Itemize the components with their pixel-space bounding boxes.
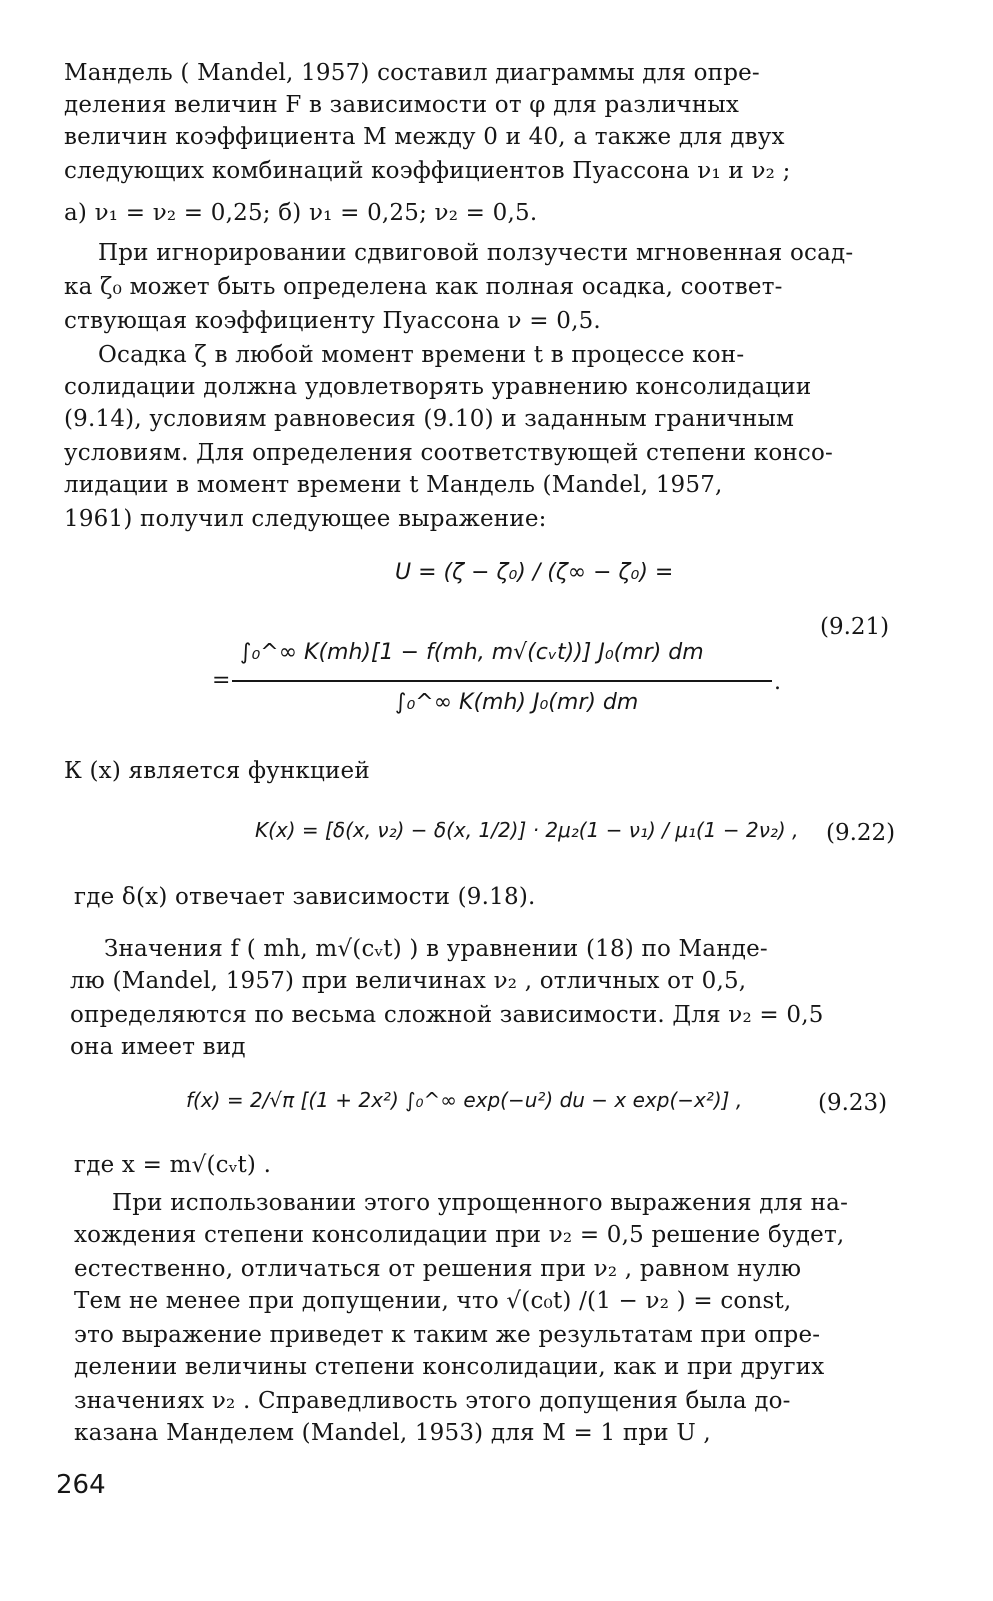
text-line: Значения f ( mh, m√(cᵥt) ) в уравнении (18) по Манде- [104, 936, 768, 962]
equation-number: (9.23) [818, 1090, 888, 1116]
text-line: где x = m√(cᵥt) . [74, 1152, 272, 1178]
text-line: Осадка ζ в любой момент времени t в процессе кон- [98, 342, 745, 368]
text-line: При использовании этого упрощенного выражения для на- [112, 1190, 849, 1216]
equation-9-23: f(x) = 2/√π [(1 + 2x²) ∫₀^∞ exp(−u²) du − x exp(−x²)] , [186, 1088, 743, 1112]
text-line: казана Манделем (Mandel, 1953) для M = 1 при U , [74, 1420, 711, 1446]
text-line: делении величины степени консолидации, как и при других [74, 1354, 825, 1380]
text-line: условиям. Для определения соответствующей степени консо- [64, 440, 833, 466]
text-line: хождения степени консолидации при ν₂ = 0,5 решение будет, [74, 1222, 845, 1248]
text-line: это выражение приведет к таким же результатам при опре- [74, 1322, 821, 1348]
text-line: лидации в момент времени t Мандель (Mandel, 1957, [64, 472, 723, 498]
equation-number: (9.21) [820, 614, 890, 640]
equation-9-21-numerator: ∫₀^∞ K(mh)[1 − f(mh, m√(cᵥt))] J₀(mr) dm [240, 640, 704, 665]
text-line: солидации должна удовлетворять уравнению консолидации [64, 374, 812, 400]
page-number: 264 [56, 1470, 106, 1500]
equation-9-21-denominator: ∫₀^∞ K(mh) J₀(mr) dm [395, 690, 639, 715]
text-line: величин коэффициента М между 0 и 40, а также для двух [64, 124, 785, 150]
equation-9-21-top: U = (ζ − ζ₀) / (ζ∞ − ζ₀) = [395, 560, 674, 585]
text-line: При игнорировании сдвиговой ползучести мгновенная осад- [98, 240, 854, 266]
text-line: лю (Mandel, 1957) при величинах ν₂ , отличных от 0,5, [70, 968, 747, 994]
equals-sign: = [212, 668, 231, 693]
text-line: а) ν₁ = ν₂ = 0,25; б) ν₁ = 0,25; ν₂ = 0,5. [64, 200, 538, 226]
text-line: 1961) получил следующее выражение: [64, 506, 547, 532]
equation-number: (9.22) [826, 820, 896, 846]
text-line: Мандель ( Mandel, 1957) составил диаграммы для опре- [64, 60, 760, 86]
text-line: ка ζ₀ может быть определена как полная осадка, соответ- [64, 274, 783, 300]
period: . [774, 670, 781, 695]
text-line: (9.14), условиям равновесия (9.10) и заданным граничным [64, 406, 795, 432]
text-line: где δ(x) отвечает зависимости (9.18). [74, 884, 536, 910]
text-line: Тем не менее при допущении, что √(c₀t) /(1 − ν₂ ) = const, [74, 1288, 792, 1314]
text-line: значениях ν₂ . Справедливость этого допущения была до- [74, 1388, 791, 1414]
text-line: ствующая коэффициенту Пуассона ν = 0,5. [64, 308, 601, 334]
equation-9-22: K(x) = [δ(x, ν₂) − δ(x, 1/2)] · 2μ₂(1 − ν₁) / μ₁(1 − 2ν₂) , [255, 818, 799, 842]
text-line: естественно, отличаться от решения при ν₂ , равном нулю [74, 1256, 802, 1282]
text-line: определяются по весьма сложной зависимости. Для ν₂ = 0,5 [70, 1002, 824, 1028]
text-line: следующих комбинаций коэффициентов Пуассона ν₁ и ν₂ ; [64, 158, 791, 184]
fraction-bar [232, 680, 772, 682]
text-line: деления величин F в зависимости от φ для различных [64, 92, 740, 118]
text-line: К (х) является функцией [64, 758, 370, 784]
text-line: она имеет вид [70, 1034, 246, 1060]
